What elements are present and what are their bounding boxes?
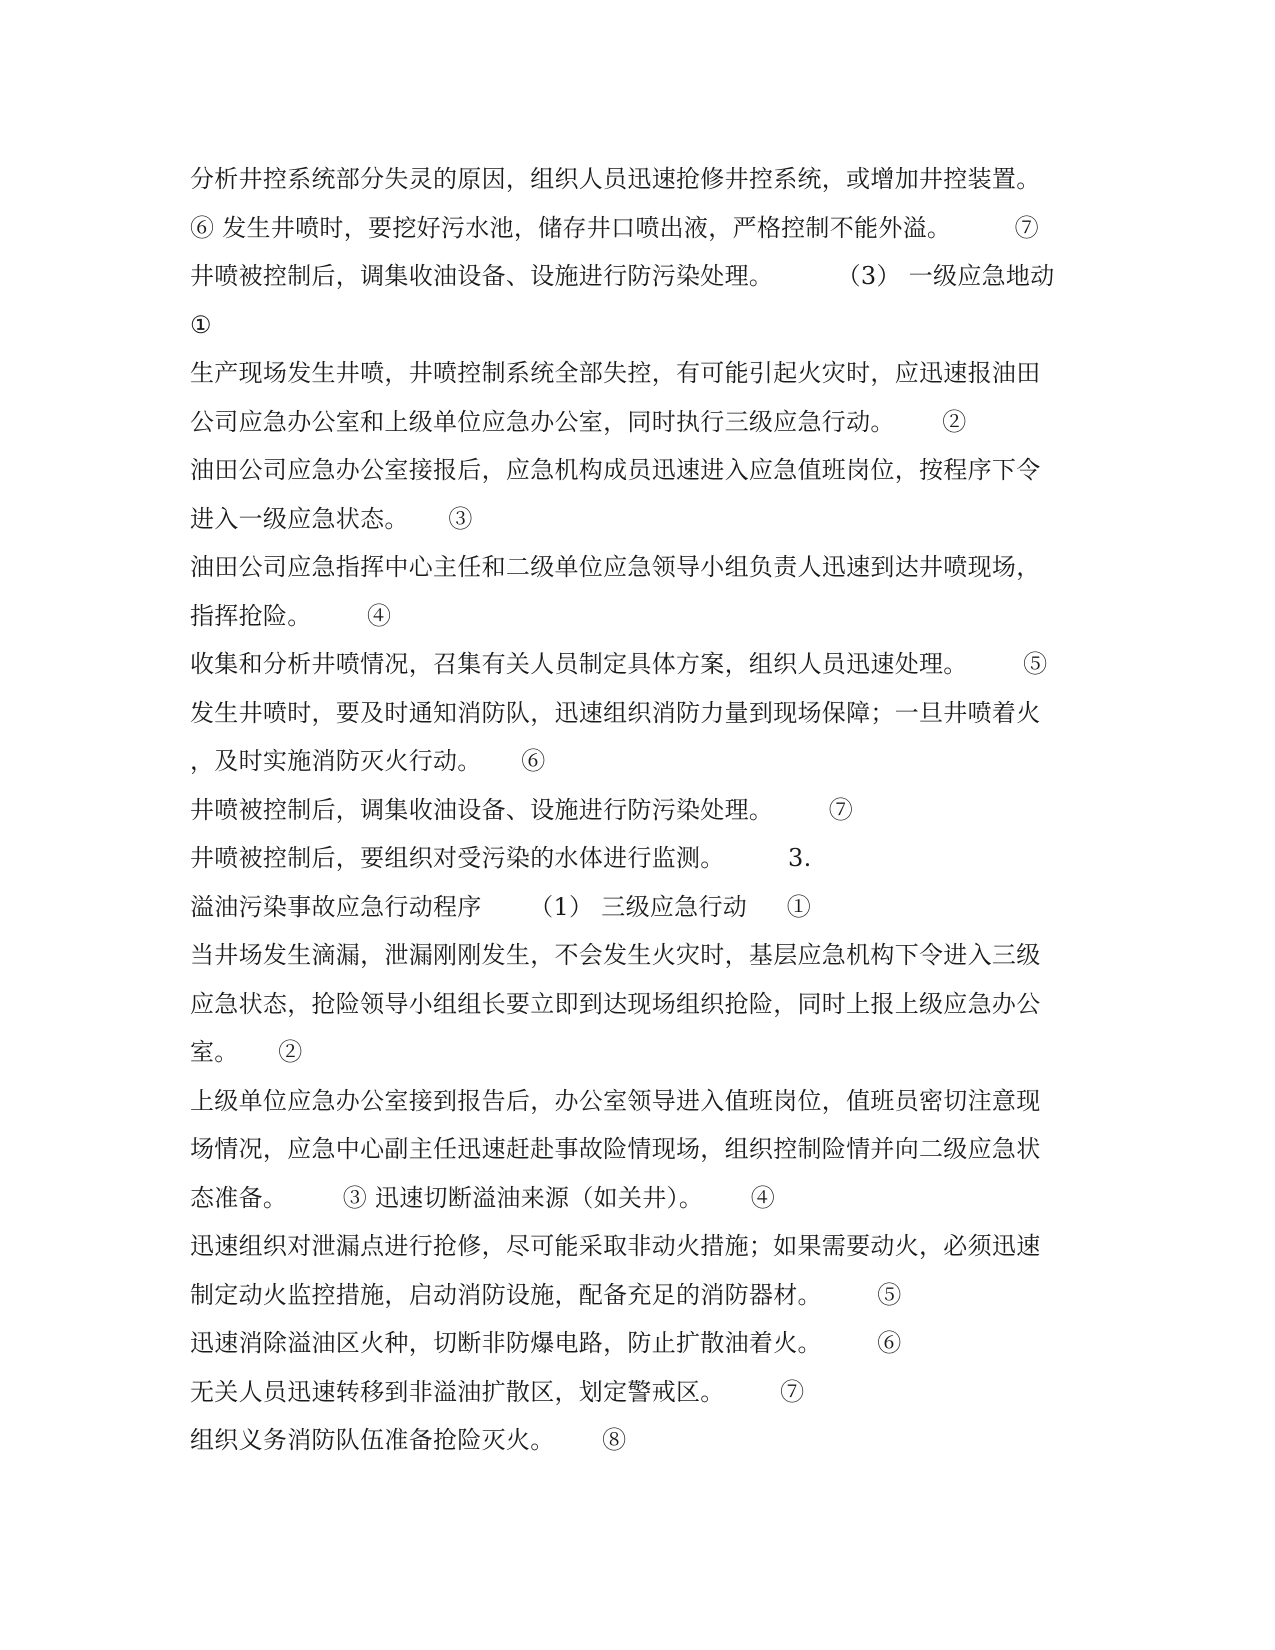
text-line: 制定动火监控措施，启动消防设施，配备充足的消防器材。 ⑤ xyxy=(190,1280,902,1309)
text-line: 油田公司应急指挥中心主任和二级单位应急领导小组负责人迅速到达井喷现场， xyxy=(190,553,1041,581)
text-line: 井喷被控制后，调集收油设备、设施进行防污染处理。 ⑦ xyxy=(190,795,854,824)
text-line: 生产现场发生井喷，井喷控制系统全部失控，有可能引起火灾时，应迅速报油田 xyxy=(190,359,1041,387)
text-line: ⑥ 发生井喷时，要挖好污水池，储存井口喷出液，严格控制不能外溢。 ⑦ xyxy=(190,213,1039,242)
text-line: 迅速组织对泄漏点进行抢修，尽可能采取非动火措施；如果需要动火，必须迅速 xyxy=(190,1232,1041,1260)
text-line: 应急状态，抢险领导小组组长要立即到达现场组织抢险，同时上报上级应急办公 xyxy=(190,989,1041,1018)
document-body xyxy=(190,155,1090,1465)
text-line: 分析井控系统部分失灵的原因，组织人员迅速抢修井控系统，或增加井控装置。 xyxy=(190,165,1041,193)
text-line: 发生井喷时，要及时通知消防队，迅速组织消防力量到现场保障；一旦井喷着火 xyxy=(190,698,1041,727)
text-line: ，及时实施消防灭火行动。 ⑥ xyxy=(190,747,546,775)
text-line: 公司应急办公室和上级单位应急办公室，同时执行三级应急行动。 ② xyxy=(190,407,967,436)
text-line: 态准备。 ③ 迅速切断溢油来源（如关井）。 ④ xyxy=(190,1183,776,1212)
text-line: ① xyxy=(190,310,212,339)
text-line: 无关人员迅速转移到非溢油扩散区，划定警戒区。 ⑦ xyxy=(190,1377,805,1406)
text-line: 井喷被控制后，要组织对受污染的水体进行监测。 3. xyxy=(190,844,812,872)
text-line: 组织义务消防队伍准备抢险灭火。 ⑧ xyxy=(190,1426,627,1454)
text-line: 井喷被控制后，调集收油设备、设施进行防污染处理。 （3） 一级应急地动 xyxy=(190,262,1055,290)
text-line: 当井场发生滴漏，泄漏刚刚发生，不会发生火灾时，基层应急机构下令进入三级 xyxy=(190,941,1041,969)
text-line: 场情况，应急中心副主任迅速赶赴事故险情现场，组织控制险情并向二级应急状 xyxy=(190,1135,1041,1163)
text-line: 进入一级应急状态。 ③ xyxy=(190,504,473,533)
text-line: 室。 ② xyxy=(190,1038,303,1066)
text-line: 上级单位应急办公室接到报告后，办公室领导进入值班岗位，值班员密切注意现 xyxy=(190,1086,1041,1115)
text-line: 指挥抢险。 ④ xyxy=(190,601,392,630)
text-line: 油田公司应急办公室接报后，应急机构成员迅速进入应急值班岗位，按程序下令 xyxy=(190,456,1041,484)
text-line: 收集和分析井喷情况，召集有关人员制定具体方案，组织人员迅速处理。 ⑤ xyxy=(190,650,1048,678)
text-line: 迅速消除溢油区火种，切断非防爆电路，防止扩散油着火。 ⑥ xyxy=(190,1329,902,1357)
text-line: 溢油污染事故应急行动程序 （1） 三级应急行动 ① xyxy=(190,892,812,921)
